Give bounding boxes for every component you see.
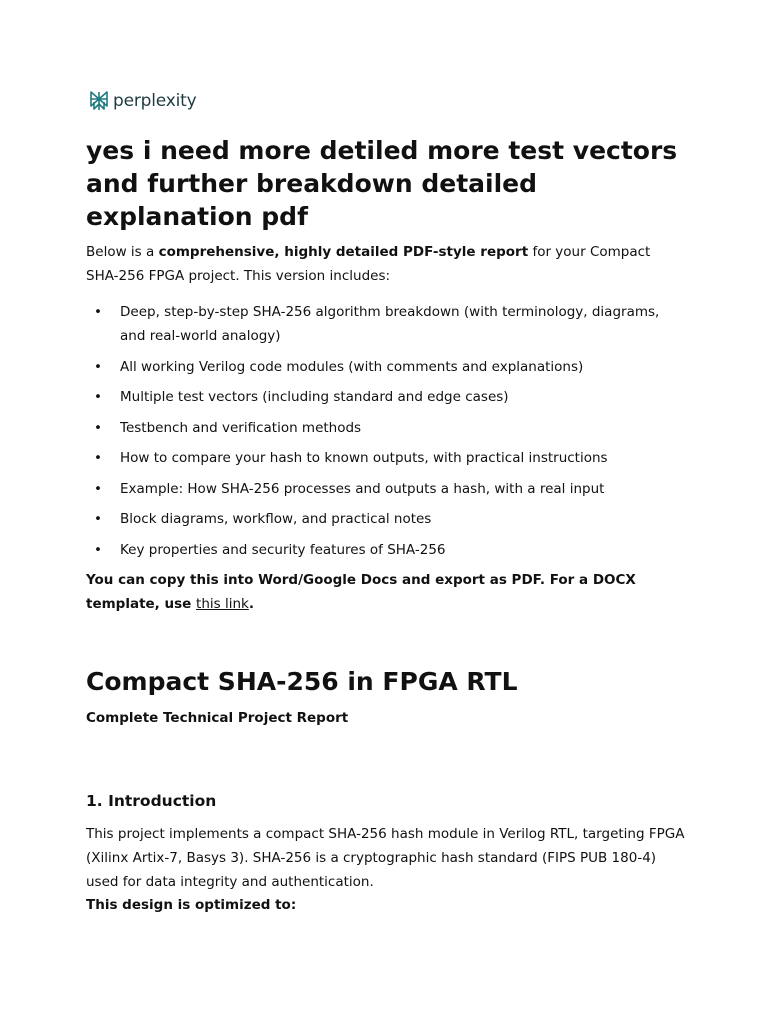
introduction-bold-line: This design is optimized to: [86, 897, 297, 913]
bullet-glyph: • [94, 541, 102, 558]
bullet-glyph: • [94, 358, 102, 375]
list-item [86, 538, 686, 562]
list-item-text: Deep, step-by-step SHA-256 algorithm breakdown (with terminology, diagrams, and real-world analogy) [120, 304, 660, 344]
list-item-text: How to compare your hash to known outputs, with practical instructions [120, 450, 608, 466]
introduction-paragraph [86, 822, 686, 916]
list-item-text: All working Verilog code modules (with comments and explanations) [120, 358, 584, 375]
intro-paragraph [86, 240, 686, 288]
list-item [86, 385, 686, 409]
bullet-glyph: • [94, 389, 102, 405]
list-item-text: Example: How SHA-256 processes and outputs a hash, with a real input [120, 480, 605, 497]
section-heading-introduction: 1. Introduction [86, 792, 217, 810]
list-item [86, 446, 686, 470]
report-subtitle: Complete Technical Project Report [86, 710, 349, 726]
bullet-glyph: • [94, 304, 102, 320]
intro-prefix: Below is a [86, 244, 159, 260]
bullet-glyph: • [94, 511, 102, 527]
introduction-text: This project implements a compact SHA-256 hash module in Verilog RTL, targeting FPGA (Xilinx Artix-7, Basys 3). SHA-256 is a cryptographic hash standard (FIPS PUB 180-4) used for data integrity and authentication. [86, 826, 685, 890]
perplexity-logo [89, 89, 196, 113]
intro-bold: comprehensive, highly detailed PDF-style report [158, 244, 529, 260]
perplexity-logo-icon [89, 89, 109, 113]
bullet-glyph: • [94, 419, 102, 436]
docx-template-link[interactable]: this link [196, 596, 249, 612]
report-title: Compact SHA-256 in FPGA RTL [86, 667, 518, 696]
bullet-glyph: • [94, 480, 102, 497]
question-title: yes i need more detiled more test vectors and further breakdown detailed explanation pdf [86, 136, 678, 231]
list-item [86, 355, 686, 379]
feature-list [86, 300, 686, 568]
list-item [86, 416, 686, 440]
intro-suffix: for your Compact SHA-256 FPGA project. This version includes: [86, 244, 651, 284]
bullet-glyph: • [94, 450, 102, 466]
list-item-text: Key properties and security features of SHA-256 [120, 541, 446, 558]
list-item [86, 507, 686, 531]
list-item-text: Multiple test vectors (including standard and edge cases) [120, 389, 509, 405]
note-end: . [248, 596, 254, 612]
export-note [86, 568, 686, 616]
list-item [86, 477, 686, 501]
list-item [86, 300, 686, 348]
list-item-text: Block diagrams, workflow, and practical notes [120, 511, 432, 527]
list-item-text: Testbench and verification methods [120, 419, 362, 436]
note-text: You can copy this into Word/Google Docs and export as PDF. For a DOCX template, use [86, 572, 636, 612]
logo-wordmark: perplexity [113, 91, 197, 111]
